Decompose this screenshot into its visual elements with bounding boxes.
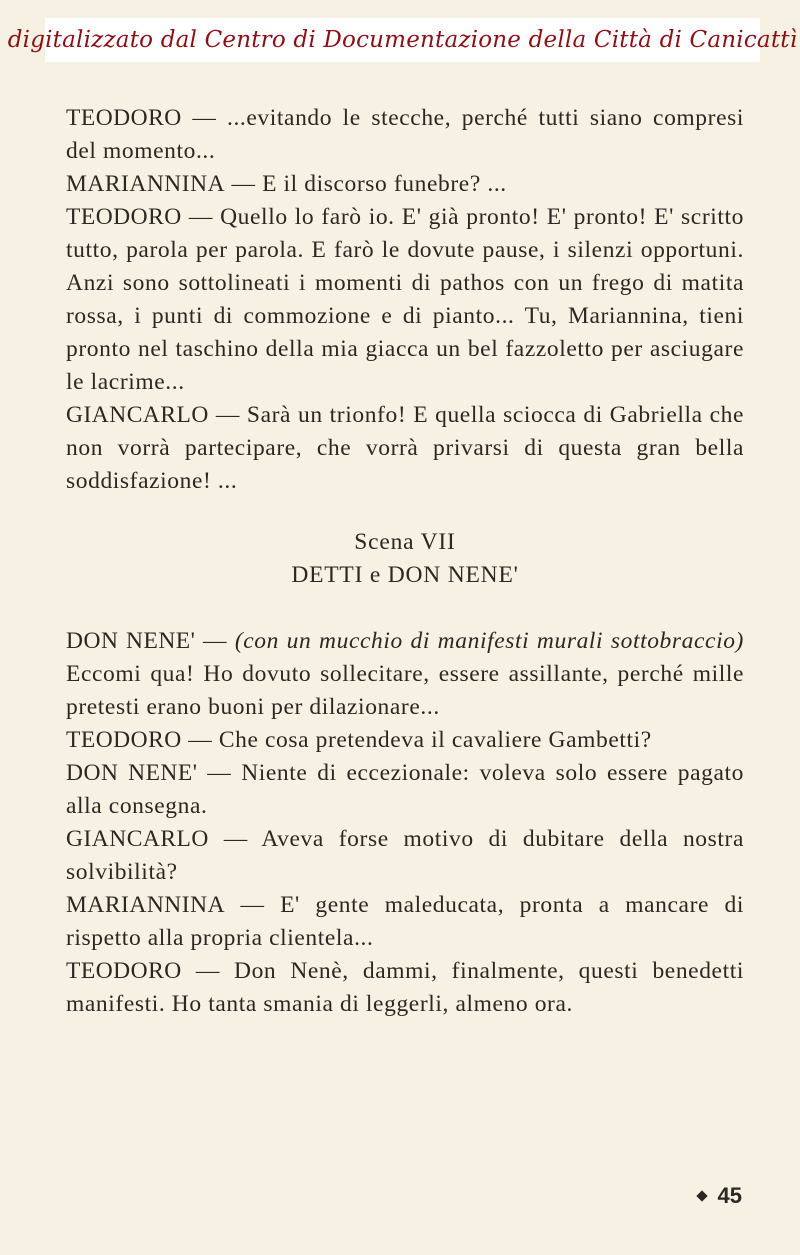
speaker-name: TEODORO [66,727,182,753]
dialogue-line: DON NENE' — (con un mucchio di manifesti murali sottobraccio) Eccomi qua! Ho dovuto sollecitare, essere assillante, perché mille pretesti erano buoni per dilazionare... [66,628,744,720]
scene-characters: DETTI e DON NENE' [291,562,519,588]
diamond-ornament-icon [696,1190,707,1201]
stage-direction: (con un mucchio di manifesti murali sottobraccio) [234,628,744,654]
dialogue-line: MARIANNINA — E' gente maleducata, pronta a mancare di rispetto alla propria clientela... [66,892,744,951]
dialogue-line: GIANCARLO — Sarà un trionfo! E quella sciocca di Gabriella che non vorrà partecipare, che vorrà privarsi di questa gran bella soddisfazione! ... [66,402,744,494]
speaker-name: TEODORO [66,105,182,131]
dialogue-text: ...evitando le stecche, perché tutti siano compresi del momento... [66,105,744,164]
dialogue-text: Niente di eccezionale: voleva solo essere pagato alla consegna. [66,760,744,819]
dialogue-text: E il discorso funebre? ... [262,171,507,197]
dialogue-text: Aveva forse motivo di dubitare della nostra solvibilità? [66,826,744,885]
dialogue-line: TEODORO — Don Nenè, dammi, finalmente, questi benedetti manifesti. Ho tanta smania di leggerli, almeno ora. [66,958,744,1017]
speaker-name: GIANCARLO [66,826,209,852]
scene-title: Scena VII [354,529,456,555]
dialogue-text: Quello lo farò io. E' già pronto! E' pronto! E' scritto tutto, parola per parola. E farò le dovute pause, i silenzi opportuni. Anzi sono sottolineati i momenti di pathos con un frego di matita rossa, i punti di commozione e di pianto... Tu, Mariannina, tieni pronto nel taschino della mia giacca un bel fazzoletto per asciugare le lacrime... [66,204,744,395]
dialogue-line: TEODORO — Che cosa pretendeva il cavaliere Gambetti? [66,727,652,753]
speaker-name: TEODORO [66,204,182,230]
speaker-name: GIANCARLO [66,402,209,428]
digitization-watermark [7,18,798,62]
speaker-name: MARIANNINA [66,892,226,918]
speaker-name: DON NENE' [66,760,198,786]
page-number-text: 45 [717,1183,742,1208]
dialogue-text: Che cosa pretendeva il cavaliere Gambetti? [218,727,652,753]
speaker-name: TEODORO [66,958,182,984]
scene-heading [66,526,744,592]
dialogue-text: E' gente maleducata, pronta a mancare di rispetto alla propria clientela... [66,892,744,951]
dialogue-line: TEODORO — ...evitando le stecche, perché tutti siano compresi del momento... [66,105,744,164]
page-body [66,102,744,1021]
dialogue-text: Sarà un trionfo! E quella sciocca di Gabriella che non vorrà partecipare, che vorrà privarsi di questa gran bella soddisfazione! ... [66,402,744,494]
dialogue-line: MARIANNINA — E il discorso funebre? ... [66,171,507,197]
page-number [698,1183,742,1209]
dialogue-text: Eccomi qua! Ho dovuto sollecitare, essere assillante, perché mille pretesti erano buoni per dilazionare... [66,661,744,720]
dialogue-line: DON NENE' — Niente di eccezionale: voleva solo essere pagato alla consegna. [66,760,744,819]
watermark-text: digitalizzato dal Centro di Documentazione della Città di Canicattì [7,27,798,53]
dialogue-line: TEODORO — Quello lo farò io. E' già pronto! E' pronto! E' scritto tutto, parola per parola. E farò le dovute pause, i silenzi opportuni. Anzi sono sottolineati i momenti di pathos con un frego di matita rossa, i punti di commozione e di pianto... Tu, Mariannina, tieni pronto nel taschino della mia giacca un bel fazzoletto per asciugare le lacrime... [66,204,744,395]
speaker-name: MARIANNINA [66,171,226,197]
speaker-name: DON NENE' [66,628,196,654]
dialogue-line: GIANCARLO — Aveva forse motivo di dubitare della nostra solvibilità? [66,826,744,885]
dialogue-text: Don Nenè, dammi, finalmente, questi benedetti manifesti. Ho tanta smania di leggerli, almeno ora. [66,958,744,1017]
